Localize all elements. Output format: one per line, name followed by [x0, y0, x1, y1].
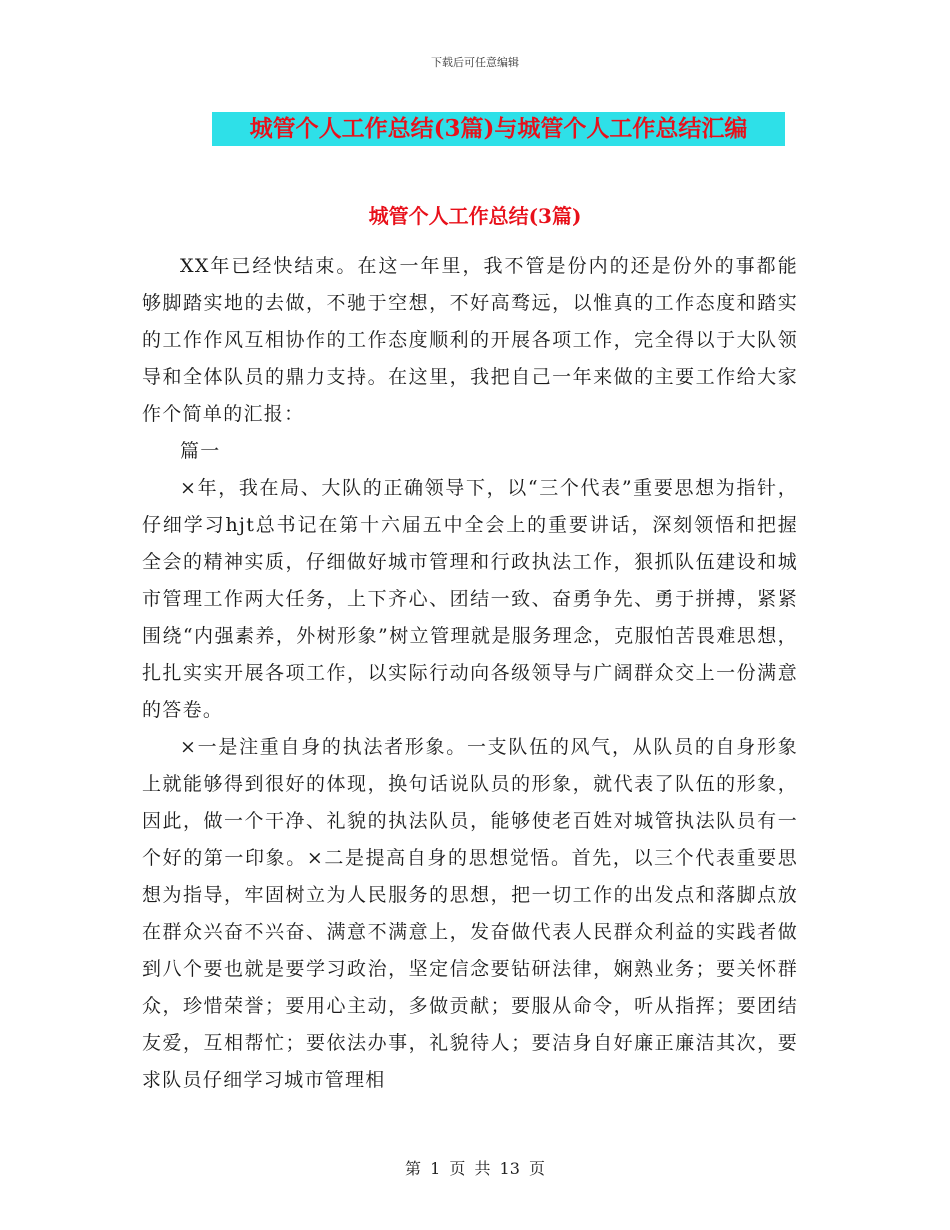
section-title: 城管个人工作总结(3篇): [368, 204, 582, 228]
body-paragraph: ×一是注重自身的执法者形象。一支队伍的风气，从队员的自身形象上就能够得到很好的体现，换句话说队员的形象，就代表了队伍的形象，因此，做一个干净、礼貌的执法队员，能够使老百姓对城管执法队员有一个好的第一印象。×二是提高自身的思想觉悟。首先，以三个代表重要思想为指导，牢固树立为人民服务的思想，把一切工作的出发点和落脚点放在群众兴奋不兴奋、满意不满意上，发奋做代表人民群众利益的实践者做到八个要也就是要学习政治，坚定信念要钻研法律，娴熟业务；要关怀群众，珍惜荣誉；要用心主动，多做贡献；要服从命令，听从指挥；要团结友爱，互相帮忙；要依法办事，礼貌待人；要洁身自好廉正廉洁其次，要求队员仔细学习城市管理相: [142, 736, 798, 1091]
document-main-title: 城管个人工作总结(3篇)与城管个人工作总结汇编: [212, 112, 785, 146]
page-header-note: 下载后可任意编辑: [431, 56, 519, 69]
part-heading: 篇一: [180, 440, 221, 462]
document-body: [142, 248, 798, 1099]
page-number-footer: 第 1 页 共 13 页: [405, 1159, 545, 1178]
intro-paragraph: XX年已经快结束。在这一年里，我不管是份内的还是份外的事都能够脚踏实地的去做，不驰于空想，不好高骛远，以惟真的工作态度和踏实的工作作风互相协作的工作态度顺利的开展各项工作，完全得以于大队领导和全体队员的鼎力支持。在这里，我把自己一年来做的主要工作给大家作个简单的汇报：: [142, 255, 798, 425]
body-paragraph: ×年，我在局、大队的正确领导下，以“三个代表”重要思想为指针，仔细学习hjt总书记在第十六届五中全会上的重要讲话，深刻领悟和把握全会的精神实质，仔细做好城市管理和行政执法工作，狠抓队伍建设和城市管理工作两大任务，上下齐心、团结一致、奋勇争先、勇于拼搏，紧紧围绕“内强素养，外树形象”树立管理就是服务理念，克服怕苦畏难思想，扎扎实实开展各项工作，以实际行动向各级领导与广阔群众交上一份满意的答卷。: [142, 477, 798, 721]
